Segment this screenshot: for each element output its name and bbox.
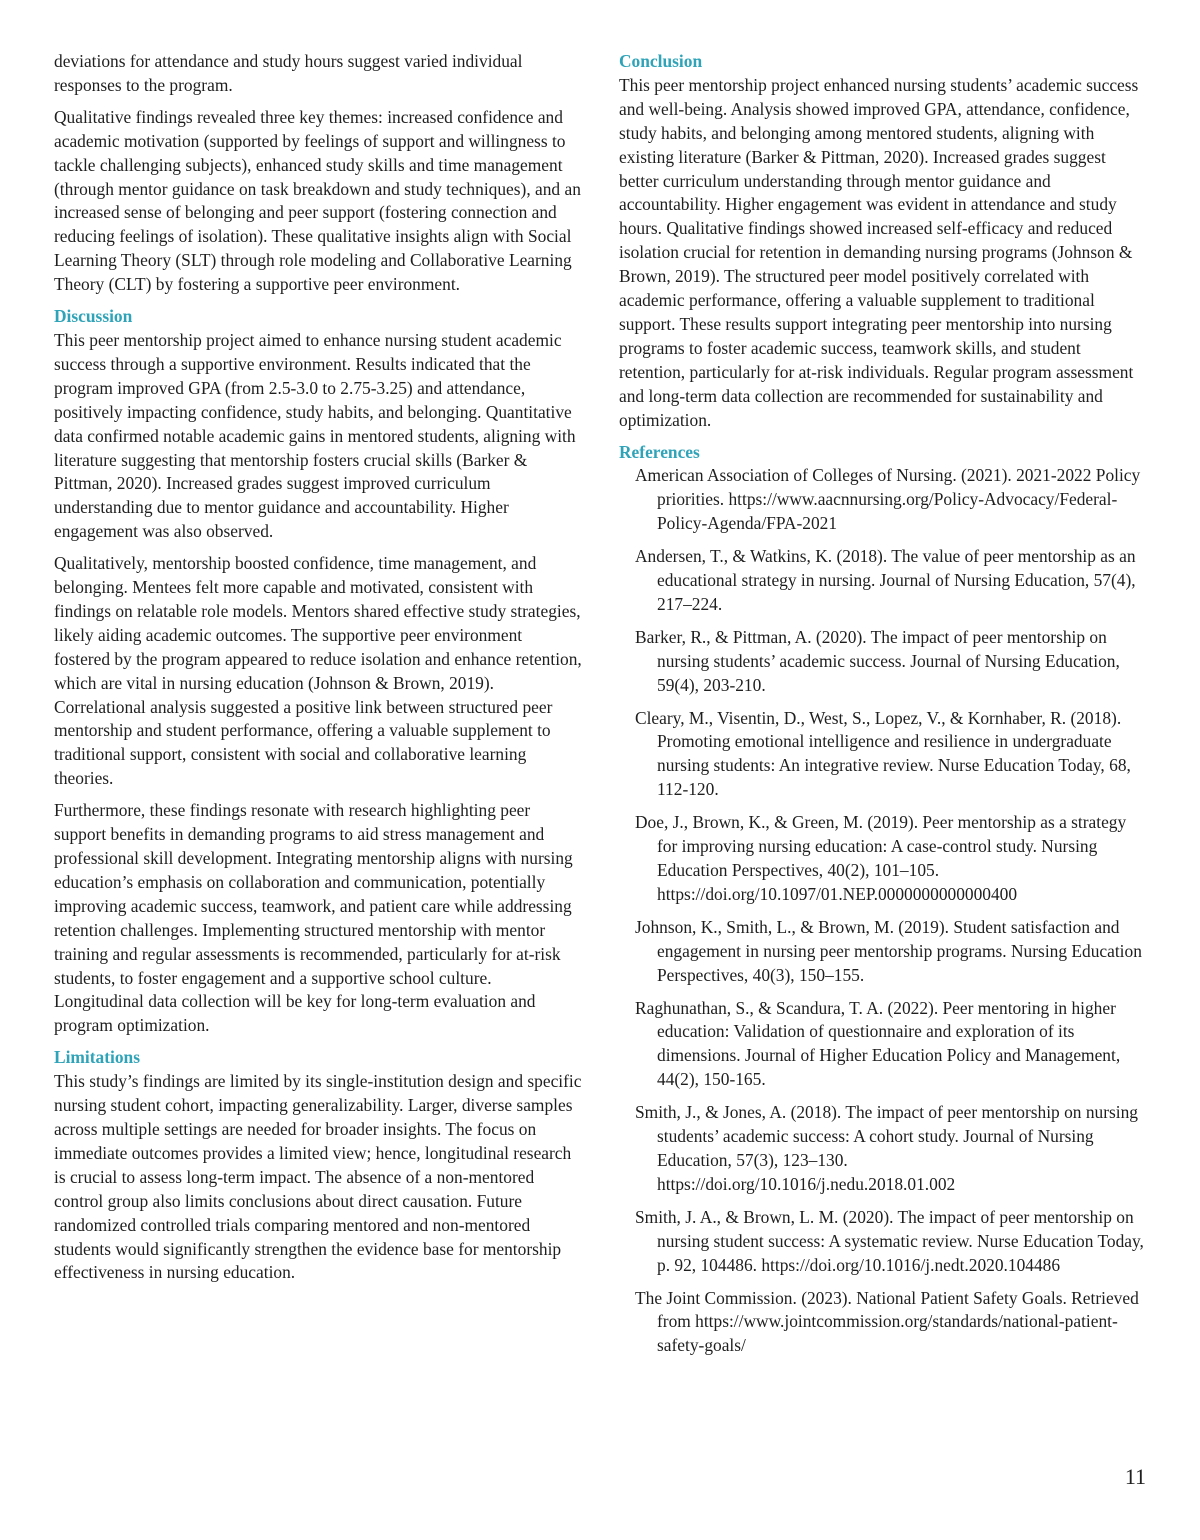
reference-item: Barker, R., & Pittman, A. (2020). The impact of peer mentorship on nursing students’ academic success. Journal of Nursing Education, 59(4), 203-210. xyxy=(635,626,1120,695)
intro-paragraph: Qualitative findings revealed three key themes: increased confidence and academic motivation (supported by feelings of support and willingness to tackle challenging subjects), enhanced study skills and time management (through mentor guidance on task breakdown and study techniques), and an increased sense of belonging and peer support (fostering connection and reducing feelings of isolation). These qualitative insights align with Social Learning Theory (SLT) through role modeling and Collaborative Learning Theory (CLT) by fostering a supportive peer environment. xyxy=(54,106,581,295)
reference-list xyxy=(619,464,1149,1358)
conclusion-heading: Conclusion xyxy=(619,51,703,71)
discussion-heading: Discussion xyxy=(54,306,133,327)
limitations-heading: Limitations xyxy=(54,1047,140,1068)
reference-item: American Association of Colleges of Nursing. (2021). 2021-2022 Policy priorities. https://www.aacnnursing.org/Policy-Advocacy/Federal-Policy-Agenda/FPA-2021 xyxy=(635,465,1141,534)
references-heading: References xyxy=(619,441,700,462)
intro-paragraph: deviations for attendance and study hours suggest varied individual responses to the program. xyxy=(54,51,523,95)
discussion-paragraph: This peer mentorship project aimed to enhance nursing student academic success through a supportive environment. Results indicated that the program improved GPA (from 2.5-3.0 to 2.75-3.25) and attendance, positively impacting confidence, study habits, and belonging. Quantitative data confirmed notable academic gains in mentored students, aligning with literature suggesting that mentorship fosters crucial skills (Barker & Pittman, 2020). Increased grades suggest improved curriculum understanding due to mentor guidance and accountability. Higher engagement was also observed. xyxy=(54,329,576,542)
reference-item: Andersen, T., & Watkins, K. (2018). The value of peer mentorship as an educational strategy in nursing. Journal of Nursing Education, 57(4), 217–224. xyxy=(635,546,1136,614)
left-column xyxy=(54,50,582,1293)
reference-item: The Joint Commission. (2023). National Patient Safety Goals. Retrieved from https://www.jointcommission.org/standards/national-patient-safety-goals/ xyxy=(635,1287,1139,1356)
reference-item: Doe, J., Brown, K., & Green, M. (2019). Peer mentorship as a strategy for improving nursing education: A case-control study. Nursing Education Perspectives, 40(2), 101–105. https://doi.org/10.1097/01.NEP.0000000000000400 xyxy=(635,812,1127,904)
page-number: 11 xyxy=(1124,1464,1146,1489)
reference-item: Smith, J. A., & Brown, L. M. (2020). The impact of peer mentorship on nursing student success: A systematic review. Nurse Education Today, p. 92, 104486. https://doi.org/10.1016/j.nedt.2020.104486 xyxy=(635,1206,1144,1275)
discussion-paragraph: Furthermore, these findings resonate with research highlighting peer support benefits in demanding programs to aid stress management and professional skill development. Integrating mentorship aligns with nursing education’s emphasis on collaboration and communication, potentially improving academic success, teamwork, and patient care while addressing retention challenges. Implementing structured mentorship with mentor training and regular assessments is recommended, particularly for at-risk students, to foster engagement and a supportive school culture. Longitudinal data collection will be key for long-term evaluation and program optimization. xyxy=(54,800,573,1036)
reference-item: Raghunathan, S., & Scandura, T. A. (2022). Peer mentoring in higher education: Validation of questionnaire and exploration of its dimensions. Journal of Higher Education Policy and Management, 44(2), 150-165. xyxy=(635,997,1121,1090)
limitations-paragraph: This study’s findings are limited by its single-institution design and specific nursing student cohort, impacting generalizability. Larger, diverse samples across multiple settings are needed for broader insights. The focus on immediate outcomes provides a limited view; hence, longitudinal research is crucial to assess long-term impact. The absence of a non-mentored control group also limits conclusions about direct causation. Future randomized controlled trials comparing mentored and non-mentored students would significantly strengthen the evidence base for mentorship effectiveness in nursing education. xyxy=(54,1071,582,1283)
discussion-paragraph: Qualitatively, mentorship boosted confidence, time management, and belonging. Mentees felt more capable and motivated, consistent with findings on relatable role models. Mentors shared effective study strategies, likely aiding academic outcomes. The supportive peer environment fostered by the program appeared to reduce isolation and enhance retention, which are vital in nursing education (Johnson & Brown, 2019). Correlational analysis suggested a positive link between structured peer mentorship and student performance, offering a valuable supplement to traditional support, consistent with social and collaborative learning theories. xyxy=(54,553,582,789)
reference-item: Cleary, M., Visentin, D., West, S., Lopez, V., & Kornhaber, R. (2018). Promoting emotional intelligence and resilience in undergraduate nursing students: An integrative review. Nurse Education Today, 68, 112-120. xyxy=(635,707,1131,800)
reference-item: Johnson, K., Smith, L., & Brown, M. (2019). Student satisfaction and engagement in nursing peer mentorship programs. Nursing Education Perspectives, 40(3), 150–155. xyxy=(635,916,1142,985)
reference-item: Smith, J., & Jones, A. (2018). The impact of peer mentorship on nursing students’ academic success: A cohort study. Journal of Nursing Education, 57(3), 123–130. https://doi.org/10.1016/j.nedu.2018.01.002 xyxy=(635,1102,1138,1194)
right-column xyxy=(619,50,1149,1367)
conclusion-paragraph: This peer mentorship project enhanced nursing students’ academic success and well-being. Analysis showed improved GPA, attendance, confidence, study habits, and belonging among mentored students, aligning with existing literature (Barker & Pittman, 2020). Increased grades suggest better curriculum understanding through mentor guidance and accountability. Higher engagement was evident in attendance and study hours. Qualitative findings showed increased self-efficacy and reduced isolation crucial for retention in demanding nursing programs (Johnson & Brown, 2019). The structured peer model positively correlated with academic performance, offering a valuable supplement to traditional support. These results support integrating peer mentorship into nursing programs to foster academic success, teamwork skills, and student retention, particularly for at-risk individuals. Regular program assessment and long-term data collection are recommended for sustainability and optimization. xyxy=(619,74,1139,430)
